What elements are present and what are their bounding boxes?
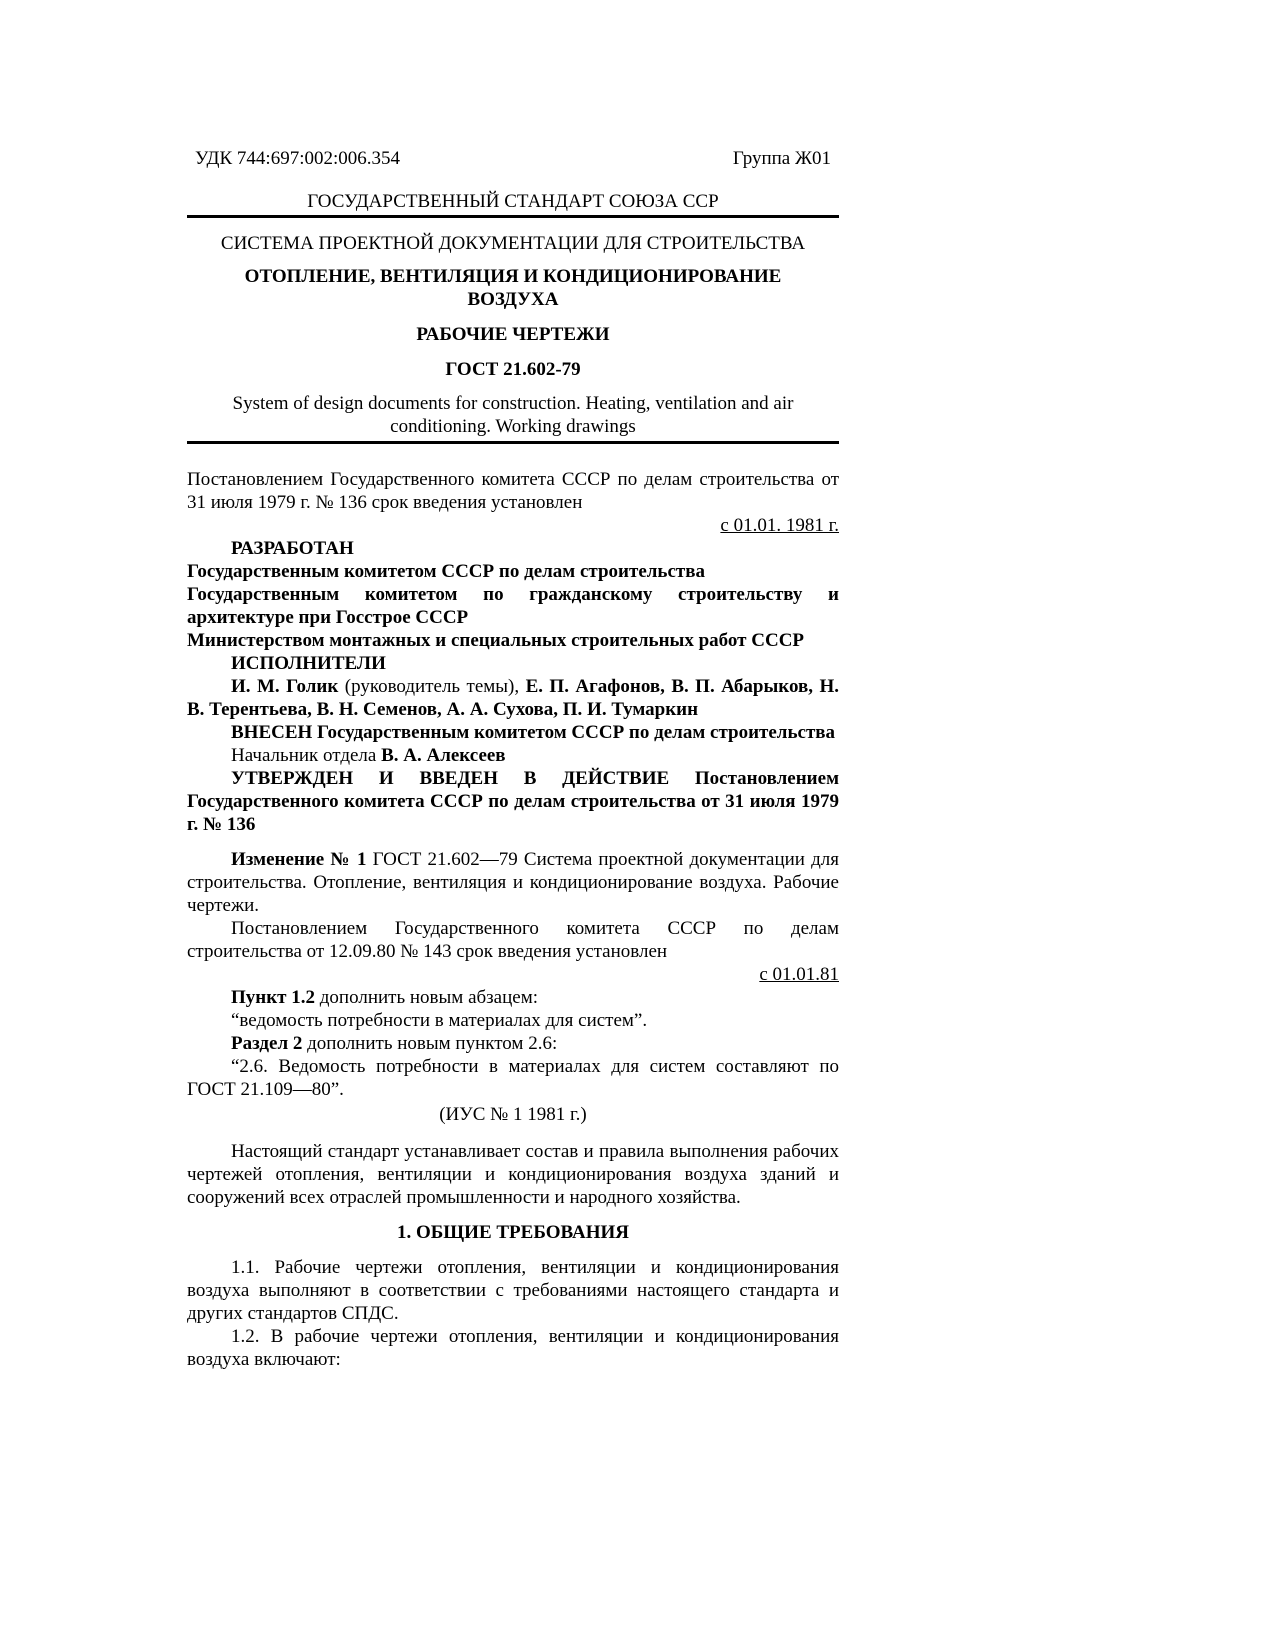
approved-text [187, 767, 839, 836]
approved-heading: УТВЕРЖДЕН И ВВЕДЕН В ДЕЙСТВИЕ [231, 768, 670, 789]
udk-code: УДК 744:697:002:006.354 [195, 148, 401, 169]
document-subtitle: РАБОЧИЕ ЧЕРТЕЖИ [416, 324, 610, 345]
developed-org-3: Министерством монтажных и специальных строительных работ СССР [187, 630, 805, 651]
developed-org-1: Государственным комитетом СССР по делам строительства [187, 561, 705, 582]
item2-text: дополнить новым пунктом 2.6: [302, 1033, 558, 1054]
executor-lead: И. М. Голик [231, 676, 339, 697]
group-code: Группа Ж01 [732, 148, 831, 169]
document-page [187, 147, 839, 1371]
executor-lead-role: (руководитель темы), [338, 676, 526, 697]
amendment-item-2 [187, 1032, 839, 1055]
top-rule [187, 215, 839, 218]
section-1-p2: 1.2. В рабочие чертежи отопления, вентиляции и кондиционирования воздуха включают: [187, 1326, 839, 1370]
bottom-rule [187, 441, 839, 444]
amendment-date: с 01.01.81 [759, 964, 839, 985]
introduced-text: ВНЕСЕН Государственным комитетом СССР по делам строительства [231, 722, 836, 743]
section-1-p1: 1.1. Рабочие чертежи отопления, вентиляции и кондиционирования воздуха выполняют в соответствии с требованиями настоящего стандарта и других стандартов СПДС. [187, 1257, 839, 1324]
document-title: ОТОПЛЕНИЕ, ВЕНТИЛЯЦИЯ И КОНДИЦИОНИРОВАНИЕ ВОЗДУХА [244, 266, 782, 310]
item1-text: дополнить новым абзацем: [315, 987, 539, 1008]
chief-name: В. А. Алексеев [381, 745, 506, 766]
amendment-item-1 [187, 986, 839, 1009]
gost-code: ГОСТ 21.602-79 [445, 359, 581, 380]
amendment-resolution: Постановлением Государственного комитета СССР по делам строительства от 12.09.80 № 143 срок введения установлен [187, 918, 839, 962]
intro-paragraph: Настоящий стандарт устанавливает состав и правила выполнения рабочих чертежей отопления, вентиляции и кондиционирования воздуха зданий и сооружений всех отраслей промышленности и народного хозяйства. [187, 1141, 839, 1208]
approved-body: Постановлением Государственного комитета СССР по делам строительства от 31 июля 1979 г. № 136 [187, 768, 840, 835]
developed-org-2: Государственным комитетом по гражданскому строительству и архитектуре при Госстрое СССР [187, 584, 839, 628]
item1-label: Пункт 1.2 [231, 987, 316, 1008]
item2-label: Раздел 2 [231, 1033, 303, 1054]
resolution-date: с 01.01. 1981 г. [720, 515, 839, 536]
amendment-text [187, 848, 839, 917]
item2-quote: “2.6. Ведомость потребности в материалах для систем составляют по ГОСТ 21.109—80”. [187, 1056, 839, 1100]
amendment-label: Изменение № 1 [231, 849, 367, 870]
executors-heading: ИСПОЛНИТЕЛИ [231, 653, 386, 674]
ius-note: (ИУС № 1 1981 г.) [439, 1104, 587, 1125]
developed-heading: РАЗРАБОТАН [231, 538, 354, 559]
english-title: System of design documents for construction. Heating, ventilation and air conditioning. Working drawings [232, 393, 794, 437]
executors-list [187, 675, 839, 721]
chief-label: Начальник отдела [231, 745, 382, 766]
item1-quote: “ведомость потребности в материалах для систем”. [231, 1010, 648, 1031]
system-title: СИСТЕМА ПРОЕКТНОЙ ДОКУМЕНТАЦИИ ДЛЯ СТРОИТЕЛЬСТВА [220, 233, 806, 254]
executor-others: Е. П. Агафонов, В. П. Абарыков, Н. В. Терентьева, В. Н. Семенов, А. А. Сухова, П. И. Тумаркин [187, 676, 839, 720]
header-row [187, 147, 839, 170]
resolution-text: Постановлением Государственного комитета СССР по делам строительства от 31 июля 1979 г. № 136 срок введения установлен [187, 469, 839, 513]
section-1-heading: 1. ОБЩИЕ ТРЕБОВАНИЯ [396, 1222, 630, 1243]
amendment-body: ГОСТ 21.602—79 Система проектной документации для строительства. Отопление, вентиляция и кондиционирование воздуха. Рабочие чертежи. [187, 849, 839, 916]
standard-org: ГОСУДАРСТВЕННЫЙ СТАНДАРТ СОЮЗА ССР [307, 191, 719, 212]
chief-line [187, 744, 839, 767]
